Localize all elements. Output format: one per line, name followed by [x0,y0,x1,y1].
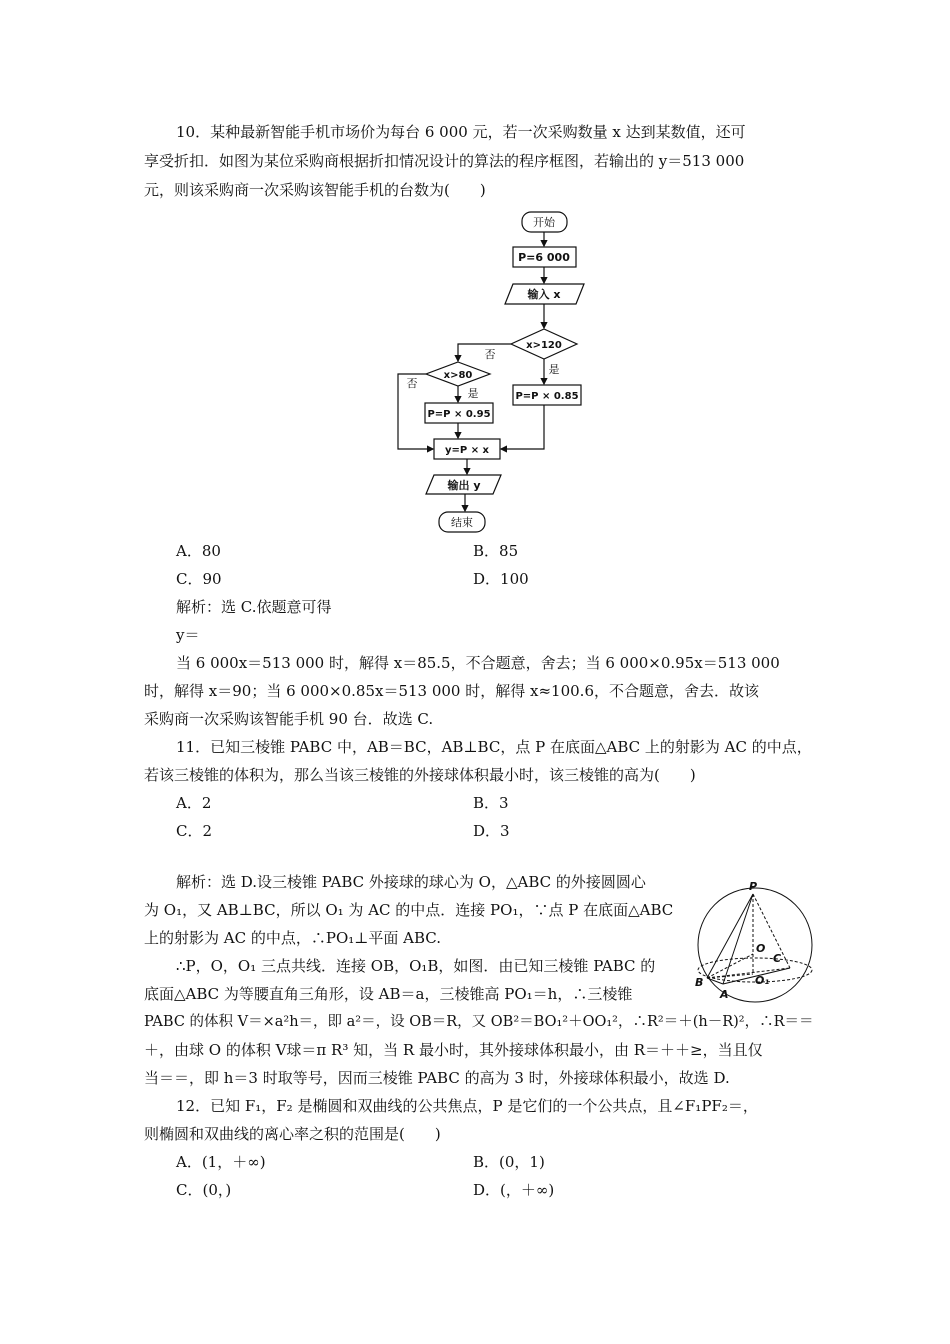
q11-option-b: B．3 [473,794,509,812]
q12-option-d: D．(，＋∞) [473,1181,555,1199]
q11-stem-line-2: 若该三棱锥的体积为，那么当该三棱锥的外接球体积最小时，该三棱锥的高为( ) [144,766,696,784]
q11-solution-line-2: 为 O₁，又 AB⊥BC，所以 O₁ 为 AC 的中点．连接 PO₁，∵点 P 在底面△ABC [144,901,674,919]
flow-end-label: 结束 [451,516,473,529]
fig-label-c: C [773,952,782,965]
q10-stem-line-1: 10．某种最新智能手机市场价为每台 6 000 元，若一次采购数量 x 达到某数值，还可 [176,123,746,141]
flow-cond2-no: 否 [406,377,418,390]
q10-solution-line-3: 当 6 000x＝513 000 时，解得 x＝85.5，不合题意，舍去；当 6 000×0.95x＝513 000 [176,654,780,672]
flow-init-label: P=6 000 [518,251,570,264]
q12-stem-line-1: 12．已知 F₁，F₂ 是椭圆和双曲线的公共焦点，P 是它们的一个公共点，且∠F₁PF₂＝， [176,1097,758,1115]
q11-solution-line-3: 上的射影为 AC 的中点，∴PO₁⊥平面 ABC. [144,929,441,947]
flow-cond2-label: x>80 [443,370,473,381]
q10-option-d: D．100 [473,570,529,588]
flow-branch-b-label: P=P × 0.95 [427,409,491,420]
q10-solution-line-4: 时，解得 x＝90；当 6 000×0.85x＝513 000 时，解得 x≈100.6，不合题意，舍去．故该 [144,682,759,700]
q11-solution-line-7: ＋，由球 O 的体积 V球＝π R³ 知，当 R 最小时，其外接球体积最小，由 R＝＋＋≥，当且仅 [144,1041,763,1059]
q12-option-c: C．(0，) [176,1181,232,1199]
flow-cond1-no: 否 [484,348,496,361]
q12-stem-line-2: 则椭圆和双曲线的离心率之积的范围是( ) [144,1125,441,1143]
flow-branch-a-label: P=P × 0.85 [515,391,579,402]
flow-output-label: 输出 y [447,479,481,492]
fig-label-o1: O₁ [755,974,770,987]
q10-stem-line-3: 元，则该采购商一次采购该智能手机的台数为( ) [144,181,486,199]
flow-compute-label: y=P × x [444,445,490,456]
q10-option-b: B．85 [473,542,519,560]
q11-option-d: D．3 [473,822,510,840]
flow-cond2-yes: 是 [467,387,479,400]
q10-option-c: C．90 [176,570,222,588]
q10-stem-line-2: 享受折扣．如图为某位采购商根据折扣情况设计的算法的程序框图，若输出的 y＝513 000 [144,152,745,170]
q10-solution-line-5: 采购商一次采购该智能手机 90 台．故选 C. [144,710,434,728]
q10-option-a: A．80 [176,542,221,560]
fig-label-a: A [720,988,729,1001]
q12-option-a: A．(1，＋∞) [176,1153,266,1171]
q11-stem-line-1: 11．已知三棱锥 PABC 中，AB＝BC，AB⊥BC，点 P 在底面△ABC 上的射影为 AC 的中点， [176,738,812,756]
q11-option-c: C．2 [176,822,213,840]
fig-label-b: B [695,976,704,989]
q11-solution-line-8: 当＝＝，即 h＝3 时取等号，因而三棱锥 PABC 的高为 3 时，外接球体积最小，故选 D. [144,1069,730,1087]
flow-input-label: 输入 x [527,288,561,301]
q11-solution-line-6: PABC 的体积 V＝×a²h＝，即 a²＝，设 OB＝R，又 OB²＝BO₁²＋OO₁²，∴R²＝＋(h－R)²，∴R＝＝ [144,1014,814,1030]
q10-flowchart [390,206,610,536]
flow-cond1-yes: 是 [548,363,560,376]
flow-start-label: 开始 [533,216,555,229]
fig-label-p: P [749,880,758,893]
fig-label-o: O [756,942,766,955]
q11-solution-line-1: 解析：选 D.设三棱锥 PABC 外接球的球心为 O，△ABC 的外接圆圆心 [176,873,646,891]
q11-solution-line-5: 底面△ABC 为等腰直角三角形，设 AB＝a，三棱锥高 PO₁＝h，∴三棱锥 [144,985,633,1003]
q11-solution-line-4: ∴P，O，O₁ 三点共线．连接 OB，O₁B，如图．由已知三棱锥 PABC 的 [176,957,656,975]
q10-solution-line-1: 解析：选 C.依题意可得 [176,598,332,616]
q11-option-a: A．2 [176,794,212,812]
flow-cond1-label: x>120 [526,340,562,351]
q11-sphere-figure [690,880,820,1005]
q10-solution-line-2: y＝ [176,626,200,644]
q12-option-b: B．(0，1) [473,1153,545,1171]
